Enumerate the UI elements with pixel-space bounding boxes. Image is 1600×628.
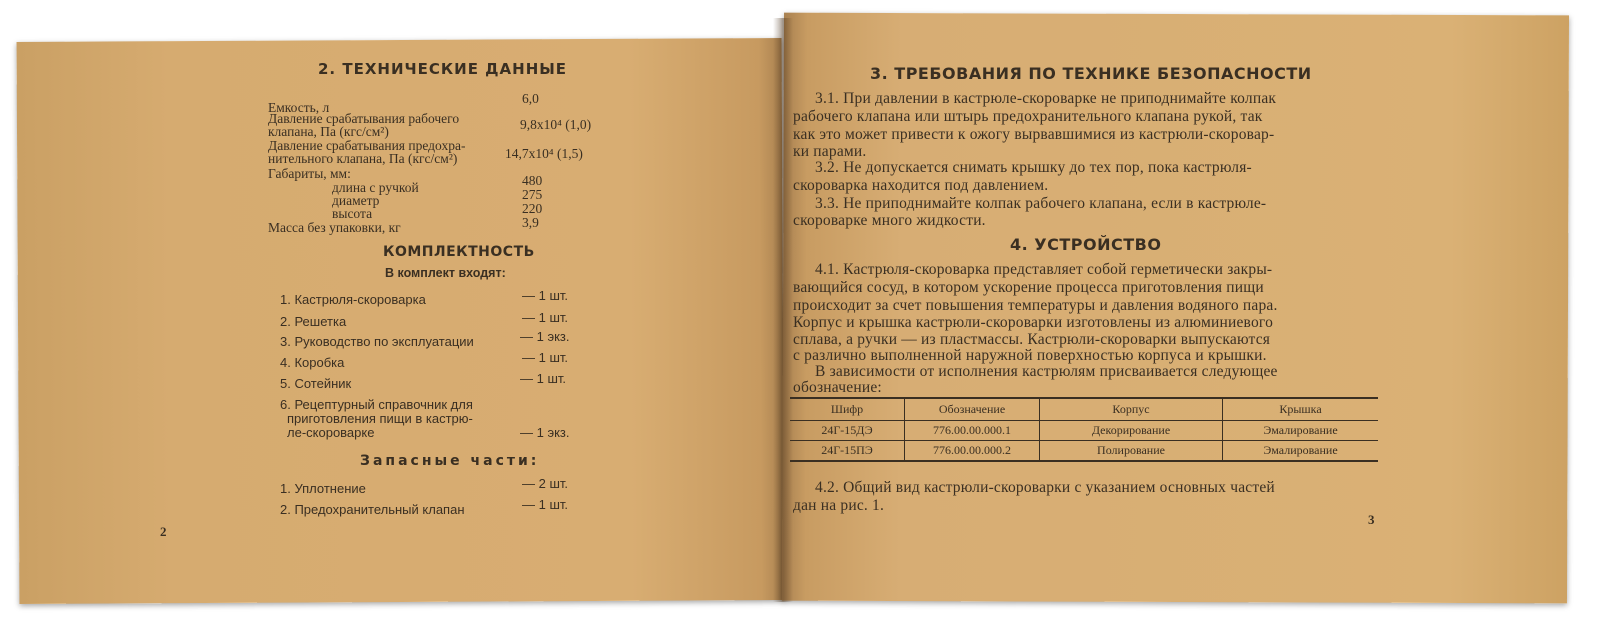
device-heading: 4. УСТРОЙСТВО xyxy=(1010,235,1162,254)
safety-line: 3.2. Не допускается снимать крышку до тех пор, пока кастрюля- xyxy=(815,159,1252,176)
device-line: В зависимости от исполнения кастрюлям присваивается следующее xyxy=(815,363,1278,380)
kit-subheading: В комплект входят: xyxy=(385,266,506,280)
device-line: происходит за счет повышения температуры и давления водяного пара. xyxy=(793,297,1278,314)
page-number-left: 2 xyxy=(160,524,167,539)
spec-value: 220 xyxy=(522,201,543,216)
spec-label: Масса без упаковки, кг xyxy=(268,220,401,235)
table-header: Обозначение xyxy=(905,398,1040,421)
spec-label: нительного клапана, Па (кгс/см²) xyxy=(268,151,458,166)
table-cell: 776.00.00.000.2 xyxy=(905,441,1040,462)
device-line: сплава, а ручки — из пластмассы. Кастрюли-скороварки выпускаются xyxy=(793,331,1271,348)
kit-qty: — 1 шт. xyxy=(522,310,569,325)
spec-label: Габариты, мм: xyxy=(268,166,351,181)
spec-label: высота xyxy=(332,206,373,221)
spec-label: диаметр xyxy=(332,193,380,208)
spares-heading: Запасные части: xyxy=(360,453,540,469)
kit-item: 4. Коробка xyxy=(280,355,345,370)
kit-item: ле-скороварке xyxy=(287,425,375,440)
table-cell: 24Г-15ПЭ xyxy=(790,441,905,462)
spec-value: 14,7x10⁴ (1,5) xyxy=(505,146,583,161)
kit-item: 3. Руководство по эксплуатации xyxy=(280,334,474,349)
spare-qty: — 1 шт. xyxy=(522,497,569,512)
kit-qty: — 1 экз. xyxy=(520,329,570,344)
safety-line: ки парами. xyxy=(793,143,867,160)
table-cell: Полирование xyxy=(1040,441,1223,462)
spec-label: Давление срабатывания рабочего xyxy=(268,111,460,126)
safety-line: 3.3. Не приподнимайте колпак рабочего клапана, если в кастрюле- xyxy=(815,195,1267,212)
device-line: с различно выполненной наружной поверхностью корпуса и крышки. xyxy=(793,347,1267,364)
kit-item: 1. Кастрюля-скороварка xyxy=(280,292,426,307)
safety-line: рабочего клапана или штырь предохранительного клапана рукой, так xyxy=(793,108,1263,125)
table-header: Крышка xyxy=(1223,398,1379,421)
table-row xyxy=(790,441,1378,462)
table-header: Шифр xyxy=(790,398,905,421)
spec-label: Давление срабатывания предохра- xyxy=(268,138,466,153)
kit-item: 6. Рецептурный справочник для xyxy=(280,397,473,412)
table-row xyxy=(790,421,1378,441)
tech-heading: 2. ТЕХНИЧЕСКИЕ ДАННЫЕ xyxy=(318,60,568,78)
device-line: обозначение: xyxy=(793,379,882,396)
table-header-row xyxy=(790,398,1378,421)
kit-heading: КОМПЛЕКТНОСТЬ xyxy=(383,244,535,260)
spec-value: 9,8x10⁴ (1,0) xyxy=(520,117,592,132)
kit-item: 5. Сотейник xyxy=(280,376,352,391)
spec-label: длина с ручкой xyxy=(332,180,419,195)
table-cell: Эмалирование xyxy=(1223,441,1379,462)
spec-value: 275 xyxy=(522,187,543,202)
designation-table xyxy=(790,397,1378,462)
spare-qty: — 2 шт. xyxy=(522,476,569,491)
spec-label: Емкость, л xyxy=(268,100,330,115)
kit-qty: — 1 шт. xyxy=(522,288,569,303)
spare-item: 2. Предохранительный клапан xyxy=(280,502,465,517)
table-cell: Эмалирование xyxy=(1223,421,1379,441)
kit-qty: — 1 экз. xyxy=(520,425,570,440)
spec-value: 6,0 xyxy=(522,91,539,106)
kit-item: 2. Решетка xyxy=(280,314,347,329)
safety-line: скороварка находится под давлением. xyxy=(793,177,1049,194)
device-line: 4.1. Кастрюля-скороварка представляет собой герметически закры- xyxy=(815,261,1273,278)
table-header: Корпус xyxy=(1040,398,1223,421)
table-cell: 776.00.00.000.1 xyxy=(905,421,1040,441)
safety-heading: 3. ТРЕБОВАНИЯ ПО ТЕХНИКЕ БЕЗОПАСНОСТИ xyxy=(870,64,1312,83)
spec-value: 3,9 xyxy=(522,215,539,230)
kit-qty: — 1 шт. xyxy=(522,350,569,365)
device-line: вающийся сосуд, в котором ускорение процесса приготовления пищи xyxy=(793,279,1264,296)
page-number-right: 3 xyxy=(1368,512,1375,527)
device-line: Корпус и крышка кастрюли-скороварки изготовлены из алюминиевого xyxy=(793,314,1274,331)
spare-item: 1. Уплотнение xyxy=(280,481,366,496)
footer-line: 4.2. Общий вид кастрюли-скороварки с указанием основных частей xyxy=(815,479,1275,496)
table-cell: 24Г-15ДЭ xyxy=(790,421,905,441)
kit-item: приготовления пищи в кастрю- xyxy=(287,411,473,426)
table-cell: Декорирование xyxy=(1040,421,1223,441)
footer-line: дан на рис. 1. xyxy=(793,497,885,514)
spec-value: 480 xyxy=(522,173,543,188)
safety-line: скороварке много жидкости. xyxy=(793,212,986,229)
kit-qty: — 1 шт. xyxy=(520,371,567,386)
safety-line: 3.1. При давлении в кастрюле-скороварке не приподнимайте колпак xyxy=(815,90,1277,107)
book-gutter xyxy=(773,18,793,602)
spec-label: клапана, Па (кгс/см²) xyxy=(268,124,389,139)
safety-line: как это может привести к ожогу вырвавшимися из кастрюли-скоровар- xyxy=(793,126,1275,143)
